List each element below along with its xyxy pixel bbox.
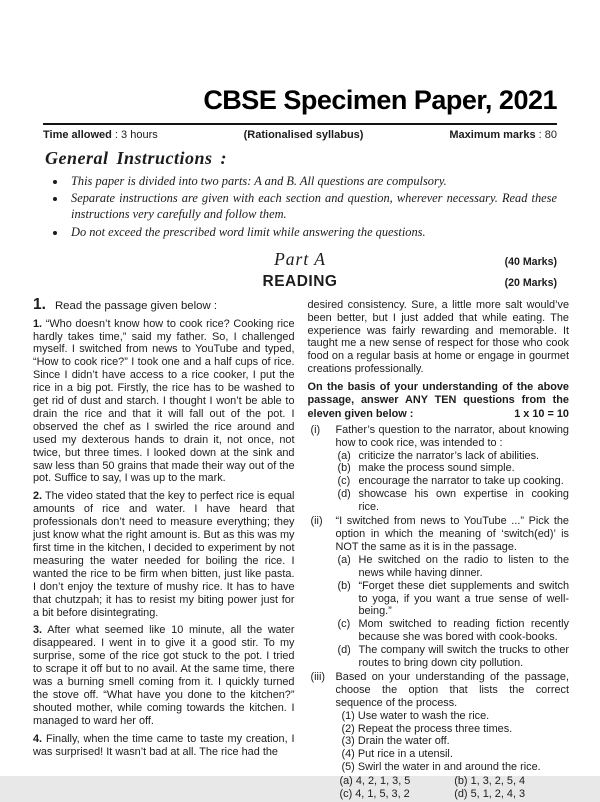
section-title: READING xyxy=(262,272,338,290)
mcq-roman-label: (ii) xyxy=(310,515,323,528)
mcq-option xyxy=(454,788,569,801)
passage-paragraph-1 xyxy=(33,318,295,486)
step-text: Swirl the water in and around the rice. xyxy=(357,761,541,774)
paragraph-text: “Who doesn’t know how to cook rice? Cooking rice hardly takes time,” said my father. So, I challenged myself. I switched from news to YouTube and typed, “How to cook rice?” I took one and a half cups of rice. Since I didn’t have access to a rice cooker, I put the rice in a big pot. Firstly, the rice has to be washed to get rid of dust and starch. I thought I won’t be able to drain the rice and that it will fall out of the pot. I observed the chef as I swirled the rice around and used my dexterous hands to drain it, not once, not twice, but three times. I looked down at the sink and saw less than 50 grains that made their way out of the pot. Suffice to say, I was up to the mark. xyxy=(33,317,295,485)
step-label: (4) xyxy=(341,748,355,761)
mcq-instruction-text: On the basis of your understanding of the above passage, answer ANY TEN questions from the eleven given below : xyxy=(307,381,569,420)
mcq-roman-label: (i) xyxy=(310,423,321,436)
mcq-i xyxy=(308,424,570,514)
passage-continuation: desired consistency. Sure, a little more salt would’ve been better, but I just added that while eating. The experience was fairly rewarding and memorable. It taught me a new sense of respect for those who cook food on a regular basis at home or engage in gourmet creations professionally. xyxy=(307,298,569,376)
maximum-marks-label: Maximum marks xyxy=(449,128,536,141)
mcq-marks: 1 x 10 = 10 xyxy=(514,407,569,420)
mcq-option xyxy=(340,775,455,788)
right-column xyxy=(308,299,570,802)
sequence-step xyxy=(336,735,570,748)
question-prompt: Read the passage given below : xyxy=(54,299,218,312)
option-label: (b) xyxy=(337,579,351,592)
step-text: Repeat the process three times. xyxy=(357,722,513,735)
option-label: (c) xyxy=(339,788,353,801)
mcq-option xyxy=(336,475,570,488)
mcq-stem: Based on your understanding of the passage, choose the option that lists the correct sequence of the process. xyxy=(335,670,569,709)
option-label: (a) xyxy=(337,449,351,462)
mcq-stem: “I switched from news to YouTube ...” Pick the option in which the meaning of ‘switch(ed)’ is NOT the same as it is in the passage. xyxy=(335,515,569,553)
maximum-marks-value: : 80 xyxy=(535,128,557,141)
paragraph-text: After what seemed like 10 minute, all the water disappeared. I went in to give it a good stir. To my surprise, some of the rice got stuck to the pot. I tried to scrape it off but to no avail. At the same time, there was a burning smell coming from it. I quickly turned the stove off. “What have you done to the kitchen?” shouted mother, while coming towards the kitchen. I managed to ward her off. xyxy=(33,624,295,727)
sequence-answer-options xyxy=(336,775,570,801)
paragraph-text: The video stated that the key to perfect rice is equal amounts of rice and water. I have heard that professionals don’t need to measure everything; they just know what the right amount is. But as this was my first time in the kitchen, I decided to experiment by not measuring the water needed for boiling the rice. I wanted the rice to be firm when bitten, just like pasta. I don’t enjoy the texture of mushy rice. It has to have that chutzpah; it has to resist my biting power just for a bit before disintegrating. xyxy=(33,490,295,619)
option-label: (b) xyxy=(337,462,351,475)
option-label: (a) xyxy=(337,553,351,566)
option-text: Mom switched to reading fiction recently because she was bored with cook-books. xyxy=(358,618,569,644)
paragraph-number: 1. xyxy=(33,317,43,330)
option-label: (b) xyxy=(454,775,468,788)
option-label: (c) xyxy=(337,475,351,488)
step-label: (3) xyxy=(341,735,355,748)
mcq-option xyxy=(336,618,570,644)
step-text: Use water to wash the rice. xyxy=(357,709,490,722)
paragraph-number: 3. xyxy=(33,624,43,637)
syllabus-note: (Rationalised syllabus) xyxy=(243,128,364,141)
step-text: Put rice in a utensil. xyxy=(357,748,453,761)
part-marks: (40 Marks) xyxy=(504,255,557,268)
mcq-option xyxy=(336,580,570,619)
option-text: criticize the narrator’s lack of abilities. xyxy=(358,449,540,462)
mcq-option xyxy=(340,788,455,801)
question-1-heading xyxy=(33,295,295,313)
time-allowed-value: : 3 hours xyxy=(111,128,158,141)
mcq-option xyxy=(336,644,570,670)
mcq-iii xyxy=(308,671,570,801)
instruction-item: • Separate instructions are given with each section and question, wherever necessary. Read these instructions very carefully and follow them. xyxy=(67,191,557,223)
passage-paragraph-4 xyxy=(33,733,295,759)
option-text: 4, 1, 5, 3, 2 xyxy=(355,788,410,801)
step-label: (1) xyxy=(341,709,355,722)
mcq-ii xyxy=(308,515,570,670)
sequence-step xyxy=(336,748,570,761)
paragraph-number: 4. xyxy=(33,732,43,745)
option-text: 5, 1, 2, 4, 3 xyxy=(470,788,526,801)
paper-title: CBSE Specimen Paper, 2021 xyxy=(203,85,557,115)
paper-header xyxy=(0,0,600,141)
time-allowed xyxy=(43,129,158,141)
maximum-marks xyxy=(449,129,557,141)
paragraph-text: Finally, when the time came to taste my creation, I was surprised! It wasn’t bad at all. The rice had the xyxy=(33,732,295,758)
option-text: The company will switch the trucks to other routes to bring down city pollution. xyxy=(358,644,569,670)
mcq-roman-label: (iii) xyxy=(310,670,326,683)
option-text: He switched on the radio to listen to the news while having dinner. xyxy=(358,553,569,579)
option-text: 1, 3, 2, 5, 4 xyxy=(470,775,526,788)
mcq-option xyxy=(336,462,570,475)
general-instructions xyxy=(0,141,600,241)
paragraph-number: 2. xyxy=(33,490,43,503)
step-text: Drain the water off. xyxy=(357,735,450,748)
time-allowed-label: Time allowed xyxy=(43,128,112,141)
option-label: (a) xyxy=(339,775,353,788)
option-label: (d) xyxy=(337,644,351,657)
option-text: make the process sound simple. xyxy=(358,462,515,475)
body-columns xyxy=(0,291,600,802)
option-text: 4, 2, 1, 3, 5 xyxy=(355,775,411,788)
step-label: (2) xyxy=(341,722,355,735)
mcq-option xyxy=(336,488,570,514)
option-text: “Forget these diet supplements and switch to yoga, if you want a true sense of well-being.” xyxy=(358,579,569,618)
question-number: 1. xyxy=(33,295,46,313)
instruction-item: • This paper is divided into two parts: A and B. All questions are compulsory. xyxy=(67,174,557,190)
section-heading-row xyxy=(0,273,600,291)
mcq-option xyxy=(454,775,569,788)
option-label: (d) xyxy=(454,788,468,801)
left-column xyxy=(33,295,295,802)
paper-info-row xyxy=(43,125,557,141)
instruction-item: • Do not exceed the prescribed word limit while answering the questions. xyxy=(67,225,557,241)
sequence-step xyxy=(336,710,570,723)
option-label: (d) xyxy=(337,488,351,501)
sequence-step xyxy=(336,723,570,736)
mcq-body xyxy=(336,424,570,514)
part-label: Part A xyxy=(274,248,326,269)
mcq-stem: Father’s question to the narrator, about knowing how to cook rice, was intended to : xyxy=(335,423,569,449)
option-text: showcase his own expertise in cooking rice. xyxy=(358,488,569,514)
mcq-option xyxy=(336,450,570,463)
sequence-step xyxy=(336,761,570,774)
part-heading-row xyxy=(0,249,600,270)
passage-paragraph-3 xyxy=(33,624,295,727)
general-instructions-list xyxy=(67,174,557,241)
option-text: encourage the narrator to take up cooking. xyxy=(358,475,564,488)
option-label: (c) xyxy=(337,618,351,631)
mcq-body xyxy=(336,671,570,801)
passage-paragraph-2 xyxy=(33,490,295,619)
mcq-instruction xyxy=(308,381,570,421)
step-label: (5) xyxy=(341,761,355,774)
mcq-body xyxy=(336,515,570,670)
mcq-option xyxy=(336,554,570,580)
general-instructions-heading: General Instructions : xyxy=(45,147,228,168)
section-marks: (20 Marks) xyxy=(504,276,557,289)
